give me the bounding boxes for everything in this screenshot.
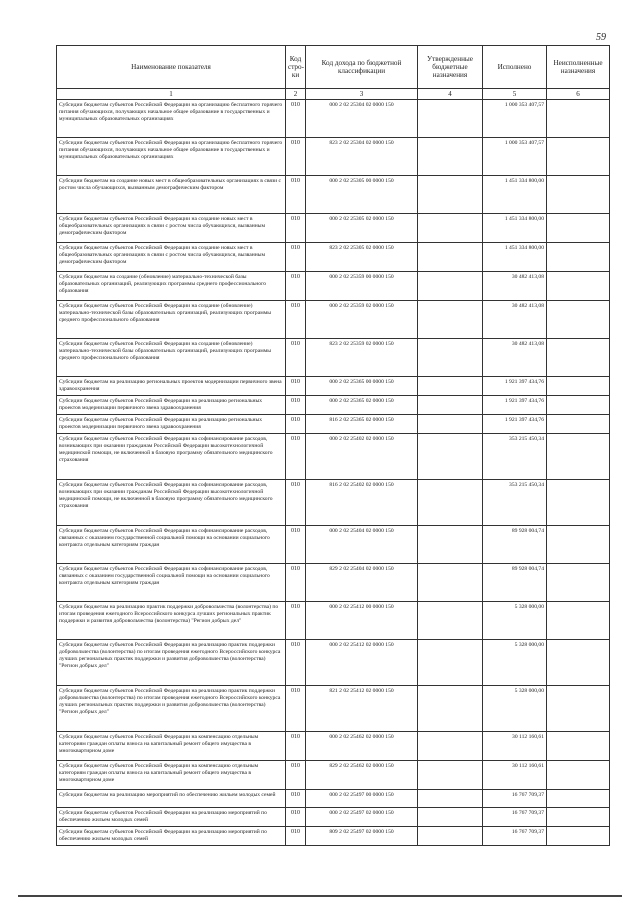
header-approved: Утвержденные бюджетные назначения	[418, 46, 483, 89]
row-code-cell: 010	[286, 301, 306, 339]
table-row	[57, 807, 610, 826]
row-income-code-cell: 000 2 02 25359 02 0000 150	[306, 301, 418, 339]
row-code-cell: 010	[286, 563, 306, 601]
table-row	[57, 272, 610, 301]
row-income-code-cell: 000 2 02 25365 00 0000 150	[306, 377, 418, 396]
row-unexecuted-cell	[547, 433, 610, 479]
row-name-cell: Субсидии бюджетам субъектов Российской Федерации на реализацию региональных проектов модернизации первичного звена здравоохранения	[57, 395, 286, 414]
table-row	[57, 214, 610, 243]
row-name-cell: Субсидии бюджетам субъектов Российской Федерации на создание новых мест в общеобразовательных организациях в связи с ростом числа обучающихся, вызванным демографическим фактором	[57, 214, 286, 243]
row-income-code-cell: 000 2 02 25497 02 0000 150	[306, 807, 418, 826]
row-executed-cell: 16 767 709,37	[483, 807, 547, 826]
table-row	[57, 826, 610, 845]
row-unexecuted-cell	[547, 639, 610, 685]
row-name-cell: Субсидии бюджетам на создание (обновление) материально-технической базы образовательных организаций, реализующих программы среднего профессионального образования	[57, 272, 286, 301]
row-approved-cell	[418, 395, 483, 414]
row-income-code-cell: 809 2 02 25497 02 0000 150	[306, 826, 418, 845]
row-name-cell: Субсидии бюджетам субъектов Российской Федерации на организацию бесплатного горячего питания обучающихся, получающих начальное общее образование в государственных и муниципальных образовательных организациях	[57, 138, 286, 176]
row-code-cell: 010	[286, 377, 306, 396]
row-approved-cell	[418, 339, 483, 377]
table-row	[57, 395, 610, 414]
table-row	[57, 601, 610, 639]
row-income-code-cell: 000 2 02 25359 00 0000 150	[306, 272, 418, 301]
row-income-code-cell: 823 2 02 25304 02 0000 150	[306, 138, 418, 176]
row-unexecuted-cell	[547, 685, 610, 731]
row-income-code-cell: 000 2 02 25402 02 0000 150	[306, 433, 418, 479]
row-executed-cell: 1 000 353 407,57	[483, 100, 547, 138]
row-income-code-cell: 823 2 02 25305 02 0000 150	[306, 243, 418, 272]
row-income-code-cell: 829 2 02 25462 02 0000 150	[306, 760, 418, 789]
row-unexecuted-cell	[547, 377, 610, 396]
row-approved-cell	[418, 789, 483, 807]
row-executed-cell: 1 921 397 434,76	[483, 377, 547, 396]
table-row	[57, 789, 610, 807]
row-income-code-cell: 000 2 02 25497 00 0000 150	[306, 789, 418, 807]
row-income-code-cell: 823 2 02 25359 02 0000 150	[306, 339, 418, 377]
row-code-cell: 010	[286, 807, 306, 826]
row-unexecuted-cell	[547, 395, 610, 414]
row-unexecuted-cell	[547, 414, 610, 433]
row-unexecuted-cell	[547, 601, 610, 639]
row-name-cell: Субсидии бюджетам субъектов Российской Федерации на софинансирование расходов, возникающих при оказании гражданам Российской Федерации высокотехнологичной медицинской помощи, не включенной в базовую программу обязательного медицинского страхования	[57, 479, 286, 525]
column-number-row	[57, 89, 610, 100]
column-number: 3	[306, 89, 418, 100]
table-row	[57, 138, 610, 176]
row-unexecuted-cell	[547, 272, 610, 301]
row-approved-cell	[418, 685, 483, 731]
table-row	[57, 525, 610, 563]
row-code-cell: 010	[286, 100, 306, 138]
row-income-code-cell: 000 2 02 25462 02 0000 150	[306, 731, 418, 760]
row-name-cell: Субсидии бюджетам субъектов Российской Федерации на компенсацию отдельным категориям граждан оплаты взноса на капитальный ремонт общего имущества в многоквартирном доме	[57, 731, 286, 760]
row-code-cell: 010	[286, 731, 306, 760]
row-executed-cell: 30 482 413,08	[483, 272, 547, 301]
row-executed-cell: 1 451 334 800,00	[483, 243, 547, 272]
row-name-cell: Субсидии бюджетам на реализацию региональных проектов модернизации первичного звена здравоохранения	[57, 377, 286, 396]
row-executed-cell: 1 000 353 407,57	[483, 138, 547, 176]
row-income-code-cell: 829 2 02 25404 02 0000 150	[306, 563, 418, 601]
row-unexecuted-cell	[547, 731, 610, 760]
column-number: 4	[418, 89, 483, 100]
page-bottom-rule	[18, 895, 622, 897]
row-income-code-cell: 000 2 02 25412 00 0000 150	[306, 601, 418, 639]
row-approved-cell	[418, 138, 483, 176]
row-executed-cell: 30 482 413,08	[483, 301, 547, 339]
row-income-code-cell: 821 2 02 25412 02 0000 150	[306, 685, 418, 731]
table-row	[57, 301, 610, 339]
row-unexecuted-cell	[547, 339, 610, 377]
row-income-code-cell: 000 2 02 25404 02 0000 150	[306, 525, 418, 563]
row-executed-cell: 89 928 004,74	[483, 525, 547, 563]
row-approved-cell	[418, 214, 483, 243]
row-unexecuted-cell	[547, 563, 610, 601]
row-code-cell: 010	[286, 826, 306, 845]
row-code-cell: 010	[286, 339, 306, 377]
row-unexecuted-cell	[547, 760, 610, 789]
row-code-cell: 010	[286, 639, 306, 685]
row-executed-cell: 5 328 000,00	[483, 601, 547, 639]
row-code-cell: 010	[286, 272, 306, 301]
row-approved-cell	[418, 639, 483, 685]
row-code-cell: 010	[286, 138, 306, 176]
row-income-code-cell: 816 2 02 25402 02 0000 150	[306, 479, 418, 525]
budget-execution-table	[56, 45, 610, 846]
row-executed-cell: 1 921 397 434,76	[483, 414, 547, 433]
row-name-cell: Субсидии бюджетам на создание новых мест в общеобразовательных организациях в связи с ростом числа обучающихся, вызванным демографическим фактором	[57, 176, 286, 214]
row-unexecuted-cell	[547, 100, 610, 138]
table-row	[57, 243, 610, 272]
table-header-row	[57, 46, 610, 89]
header-code: Код стро-ки	[286, 46, 306, 89]
header-name: Наименование показателя	[57, 46, 286, 89]
row-approved-cell	[418, 731, 483, 760]
row-name-cell: Субсидии бюджетам субъектов Российской Федерации на софинансирование расходов, связанных с оказанием государственной социальной помощи на основании социального контракта отдельным категориям граждан	[57, 563, 286, 601]
row-unexecuted-cell	[547, 826, 610, 845]
row-executed-cell: 16 767 709,37	[483, 826, 547, 845]
row-code-cell: 010	[286, 601, 306, 639]
header-income-code: Код дохода по бюджетной классификации	[306, 46, 418, 89]
row-approved-cell	[418, 760, 483, 789]
row-code-cell: 010	[286, 243, 306, 272]
row-approved-cell	[418, 601, 483, 639]
row-executed-cell: 30 112 160,61	[483, 760, 547, 789]
row-approved-cell	[418, 301, 483, 339]
row-approved-cell	[418, 563, 483, 601]
row-approved-cell	[418, 525, 483, 563]
row-approved-cell	[418, 100, 483, 138]
row-executed-cell: 89 928 004,74	[483, 563, 547, 601]
row-executed-cell: 16 767 709,37	[483, 789, 547, 807]
row-code-cell: 010	[286, 789, 306, 807]
table-row	[57, 563, 610, 601]
row-name-cell: Субсидии бюджетам субъектов Российской Федерации на реализацию практик поддержки добровольчества (волонтерства) по итогам проведения ежегодного Всероссийского конкурса лучших региональных практик поддержки и развития добровольчества (волонтерства) "Регион добрых дел"	[57, 639, 286, 685]
row-unexecuted-cell	[547, 176, 610, 214]
row-income-code-cell: 000 2 02 25305 00 0000 150	[306, 176, 418, 214]
row-unexecuted-cell	[547, 301, 610, 339]
row-unexecuted-cell	[547, 243, 610, 272]
row-name-cell: Субсидии бюджетам на реализацию практик поддержки добровольчества (волонтерства) по итогам проведения ежегодного Всероссийского конкурса лучших региональных практик поддержки и развития добровольчества (волонтерства) "Регион добрых дел"	[57, 601, 286, 639]
row-code-cell: 010	[286, 479, 306, 525]
row-code-cell: 010	[286, 176, 306, 214]
row-code-cell: 010	[286, 433, 306, 479]
row-unexecuted-cell	[547, 789, 610, 807]
row-executed-cell: 353 215 450,34	[483, 433, 547, 479]
row-approved-cell	[418, 826, 483, 845]
row-approved-cell	[418, 176, 483, 214]
row-name-cell: Субсидии бюджетам субъектов Российской Федерации на создание (обновление) материально-технической базы образовательных организаций, реализующих программы среднего профессионального образования	[57, 301, 286, 339]
row-name-cell: Субсидии бюджетам субъектов Российской Федерации на создание (обновление) материально-технической базы образовательных организаций, реализующих программы среднего профессионального образования	[57, 339, 286, 377]
row-name-cell: Субсидии бюджетам субъектов Российской Федерации на реализацию региональных проектов модернизации первичного звена здравоохранения	[57, 414, 286, 433]
row-executed-cell: 353 215 450,34	[483, 479, 547, 525]
row-unexecuted-cell	[547, 479, 610, 525]
row-unexecuted-cell	[547, 525, 610, 563]
row-approved-cell	[418, 433, 483, 479]
row-name-cell: Субсидии бюджетам субъектов Российской Федерации на софинансирование расходов, возникающих при оказании гражданам Российской Федерации высокотехнологичной медицинской помощи, не включенной в базовую программу обязательного медицинского страхования	[57, 433, 286, 479]
header-executed: Исполнено	[483, 46, 547, 89]
table-row	[57, 176, 610, 214]
column-number: 5	[483, 89, 547, 100]
row-name-cell: Субсидии бюджетам субъектов Российской Федерации на софинансирование расходов, связанных с оказанием государственной социальной помощи на основании социального контракта отдельным категориям граждан	[57, 525, 286, 563]
row-name-cell: Субсидии бюджетам субъектов Российской Федерации на создание новых мест в общеобразовательных организациях в связи с ростом числа обучающихся, вызванным демографическим фактором	[57, 243, 286, 272]
row-unexecuted-cell	[547, 138, 610, 176]
row-approved-cell	[418, 272, 483, 301]
row-approved-cell	[418, 807, 483, 826]
row-income-code-cell: 816 2 02 25365 02 0000 150	[306, 414, 418, 433]
row-income-code-cell: 000 2 02 25304 02 0000 150	[306, 100, 418, 138]
row-approved-cell	[418, 243, 483, 272]
column-number: 6	[547, 89, 610, 100]
row-executed-cell: 30 482 413,08	[483, 339, 547, 377]
row-executed-cell: 5 328 000,00	[483, 685, 547, 731]
table-body	[57, 100, 610, 846]
column-number: 2	[286, 89, 306, 100]
row-unexecuted-cell	[547, 214, 610, 243]
table-row	[57, 479, 610, 525]
row-code-cell: 010	[286, 685, 306, 731]
table-row	[57, 731, 610, 760]
row-income-code-cell: 000 2 02 25412 02 0000 150	[306, 639, 418, 685]
row-name-cell: Субсидии бюджетам субъектов Российской Федерации на реализацию мероприятий по обеспечению жильем молодых семей	[57, 826, 286, 845]
table-row	[57, 639, 610, 685]
row-name-cell: Субсидии бюджетам субъектов Российской Федерации на реализацию мероприятий по обеспечению жильем молодых семей	[57, 807, 286, 826]
table-row	[57, 433, 610, 479]
row-code-cell: 010	[286, 414, 306, 433]
row-code-cell: 010	[286, 525, 306, 563]
row-unexecuted-cell	[547, 807, 610, 826]
row-executed-cell: 1 451 334 800,00	[483, 176, 547, 214]
row-approved-cell	[418, 414, 483, 433]
page-number: 59	[596, 32, 606, 43]
row-code-cell: 010	[286, 214, 306, 243]
row-executed-cell: 1 921 397 434,76	[483, 395, 547, 414]
row-executed-cell: 5 328 000,00	[483, 639, 547, 685]
row-name-cell: Субсидии бюджетам субъектов Российской Федерации на организацию бесплатного горячего питания обучающихся, получающих начальное общее образование в государственных и муниципальных образовательных организациях	[57, 100, 286, 138]
row-income-code-cell: 000 2 02 25305 02 0000 150	[306, 214, 418, 243]
row-name-cell: Субсидии бюджетам субъектов Российской Федерации на реализацию практик поддержки добровольчества (волонтерства) по итогам проведения ежегодного Всероссийского конкурса лучших региональных практик поддержки и развития добровольчества (волонтерства) "Регион добрых дел"	[57, 685, 286, 731]
table-row	[57, 414, 610, 433]
header-unexecuted: Неисполненные назначения	[547, 46, 610, 89]
row-code-cell: 010	[286, 395, 306, 414]
row-name-cell: Субсидии бюджетам субъектов Российской Федерации на компенсацию отдельным категориям граждан оплаты взноса на капитальный ремонт общего имущества в многоквартирном доме	[57, 760, 286, 789]
table-row	[57, 377, 610, 396]
table-row	[57, 685, 610, 731]
row-name-cell: Субсидии бюджетам на реализацию мероприятий по обеспечению жильем молодых семей	[57, 789, 286, 807]
table-row	[57, 760, 610, 789]
table-row	[57, 100, 610, 138]
row-approved-cell	[418, 479, 483, 525]
table-row	[57, 339, 610, 377]
row-approved-cell	[418, 377, 483, 396]
row-executed-cell: 30 112 160,61	[483, 731, 547, 760]
column-number: 1	[57, 89, 286, 100]
row-income-code-cell: 000 2 02 25365 02 0000 150	[306, 395, 418, 414]
row-executed-cell: 1 451 334 800,00	[483, 214, 547, 243]
row-code-cell: 010	[286, 760, 306, 789]
